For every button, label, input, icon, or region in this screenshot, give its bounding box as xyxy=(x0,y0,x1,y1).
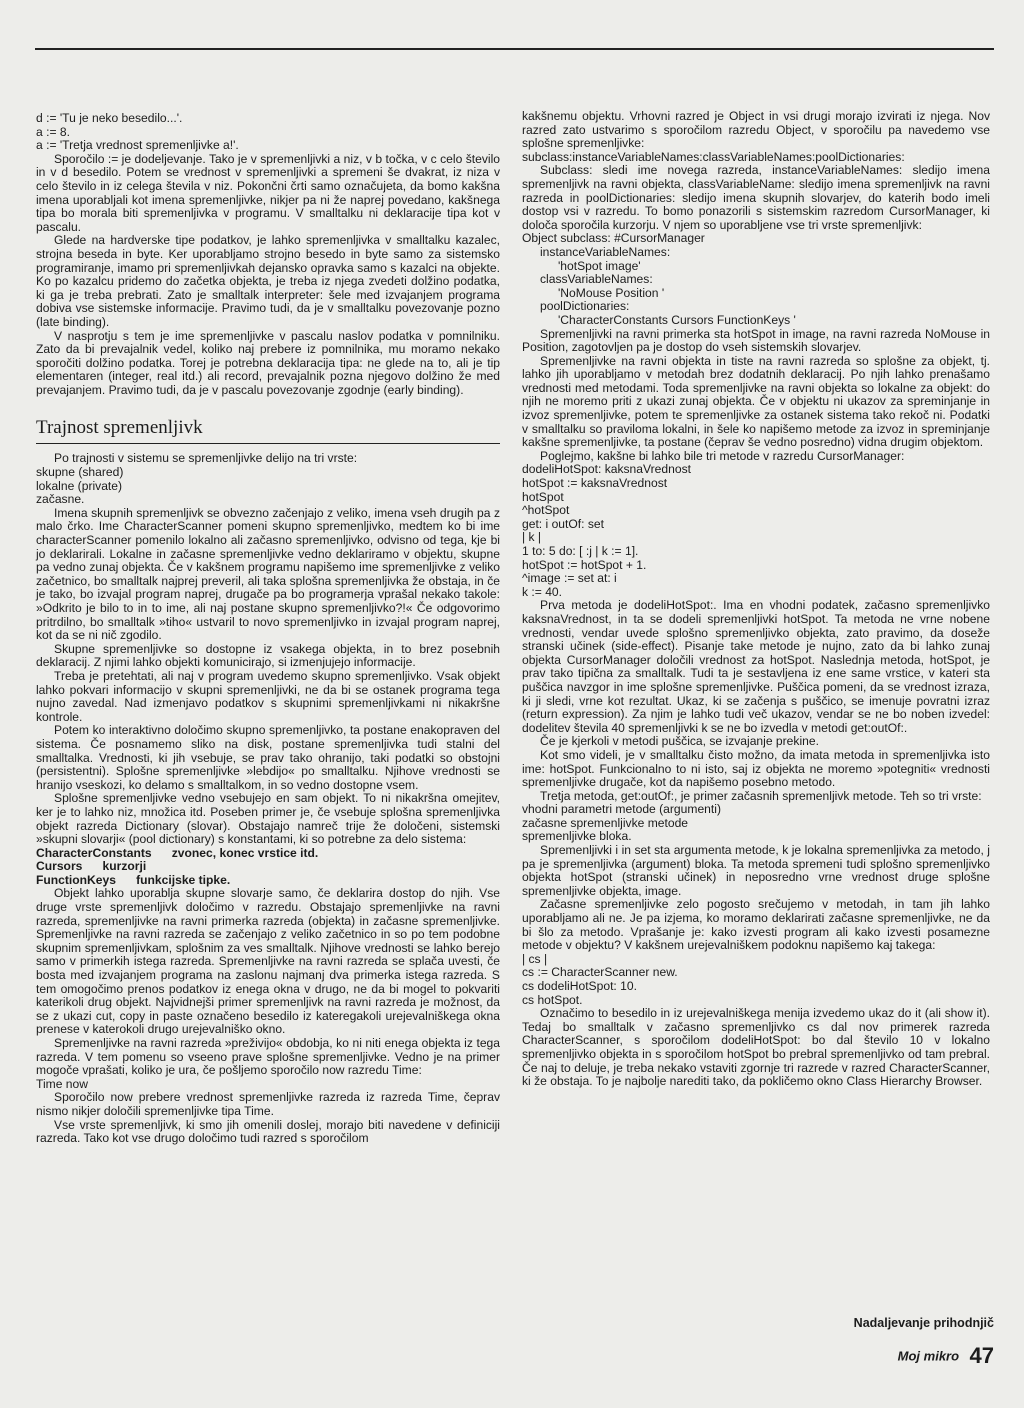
paragraph: Imena skupnih spremenljivk se obvezno začenjajo z veliko, imena vseh drugih pa z malo črko. Ime CharacterScanner pomeni skupno spremenljivko, medtem ko bi ime characterScanner pomenilo lokalno ali začasno spremenljivko, odvisno od tega, kje bi jo deklarirali. Lokalne in začasne spremenljivke vedno deklariramo v objektu, skupne pa vedno zunaj objekta. Če v kakšnem programu napišemo ime spremenljivke z veliko začetnico, bo smalltalk najprej preveril, ali taka splošna spremenljivka že obstaja, in če je tako, bo izvajal program naprej, drugače pa bo programerja vprašal nekako takole: »Odkrito je bilo to in to ime, ali naj postane skupno spremenljivko?!« Če odgovorimo pritrdilno, bo smalltalk »tiho« ustvaril to novo spremenljivko in izvajal program naprej, kot da se ni nič zgodilo. xyxy=(36,505,500,643)
paragraph: kakšnemu objektu. Vrhovni razred je Object in vsi drugi morajo izvirati iz njega. Nov razred zato ustvarimo s sporočilom razredu Object, v sporočilu pa navedemo vse splošne spremenljivke: xyxy=(522,109,990,151)
code-line: classVariableNames: xyxy=(540,272,653,287)
right-column xyxy=(522,110,990,1089)
code-line: poolDictionaries: xyxy=(540,299,630,314)
paragraph: Vse vrste spremenljivk, ki smo jih omenili doslej, morajo biti navedene v definiciji razreda. Tako kot vse drugo določimo tudi razred s sporočilom xyxy=(36,1117,500,1146)
list-item: začasne. xyxy=(36,492,85,507)
code-line: | k | xyxy=(522,530,542,545)
paragraph: Po trajnosti v sistemu se spremenljivke delijo na tri vrste: xyxy=(54,451,358,466)
paragraph: Začasne spremenljivke zelo pogosto srečujemo v metodah, in tam jih lahko uporabljamo ali ne. Je pa izjema, ko moramo deklarirati začasne spremenljivke, ne da bi šlo za metodo. Vprašanje je: kako izvesti program ali kako izvesti posamezne metode v objektu? V kakšnem urejevalniškem podoknu napišemo kaj takega: xyxy=(522,897,990,953)
page-footer xyxy=(898,1343,994,1369)
list-item: spremenljivke bloka. xyxy=(522,829,632,844)
continued-note: Nadaljevanje prihodnjič xyxy=(853,1316,994,1330)
code-line: Time now xyxy=(36,1076,88,1091)
code-line: 'NoMouse Position ' xyxy=(558,285,665,300)
code-line: d := 'Tu je neko besedilo...'. xyxy=(36,111,183,125)
paragraph: Poglejmo, kakšne bi lahko bile tri metode v razredu CursorManager: xyxy=(540,448,905,463)
code-line: hotSpot := kaksnaVrednost xyxy=(522,476,668,491)
code-line: 'hotSpot image' xyxy=(558,258,641,273)
paragraph: Spremenljivke na ravni objekta in tiste na ravni razreda so splošne za objekt, tj. lahko jih uporabljamo v metodah brez dodatnih deklaracij. Po njih lahko prenašamo vrednosti med metodami. Toda spremenljivke na ravni objekta so lokalne za objekt: do njih ne moremo priti z ukazi zunaj objekta. Če v objektu ni ukazov za spreminjanje in izvoz spremenljivke, potem te spremenljivke za ostanek sistema tako rekoč ni. Podatki v smalltalku so praviloma lokalni, in šele ko napišemo metode za izvoz in spreminjanje kakšne spremenljivke, ta postane (čeprav še vedno posredno) vidna drugim objektom. xyxy=(522,353,990,450)
code-line: hotSpot := hotSpot + 1. xyxy=(522,557,647,572)
section-heading: Trajnost spremenljivk xyxy=(36,417,500,444)
code-line: k := 40. xyxy=(522,584,563,599)
list-item: CharacterConstants zvonec, konec vrstice itd. xyxy=(36,845,319,860)
paragraph: Sporočilo := je dodeljevanje. Tako je v spremenljivki a niz, v b točka, v c celo število in v d besedilo. Potem se vrednost v spremenljivki a spremeni še dvakrat, iz niza v celo število in iz celega števila v niz. Pokončni črti samo označujeta, da bomo kakšna imena uporabljali kot imena spremenljivke, nikjer pa ni že naprej povedano, kakšnega tipa bo morala biti spremenljivka v programu. V smalltalku ni deklaracije tipa kot v pascalu. xyxy=(36,151,500,234)
paragraph: Kot smo videli, je v smalltalku čisto možno, da imata metoda in spremenljivka isto ime: hotSpot. Funkcionalno to ni isto, saj iz objekta ne moremo »potegniti« vrednosti spremenljivke drugače, kot da napišemo posebno metodo. xyxy=(522,747,990,790)
code-line: | cs | xyxy=(522,951,548,966)
paragraph: Spremenljivki i in set sta argumenta metode, k je lokalna spremenljivka za metodo, j pa je spremenljivka (argument) bloka. Ta metoda spremeni tudi splošno spremenljivko objekta hotSpot (stranski učinek) in neposredno vrne vrednost druge splošne spremenljivke objekta, image. xyxy=(522,843,990,898)
list-item: vhodni parametri metode (argumenti) xyxy=(522,802,721,817)
code-line: subclass:instanceVariableNames:classVariableNames:poolDictionaries: xyxy=(522,149,905,164)
code-line: 1 to: 5 do: [ :j | k := 1]. xyxy=(522,544,639,558)
paragraph: Potem ko interaktivno določimo skupno spremenljivko, ta postane enakopraven del sistema. Če posnamemo sliko na disk, postane spremenljivka tudi stalni del smalltalka. Vrednosti, ki jih vsebuje, se prav tako ohranijo, taki podatki so obstojni (persistentni). Splošne spremenljivke »lebdijo« po smalltalku. Njihove vrednosti se hranijo vseskozi, ko delamo s smalltalkom, in so vedno dostopne vsem. xyxy=(36,723,500,792)
code-line: a := 'Tretja vrednost spremenljivke a!'. xyxy=(36,138,239,153)
magazine-name: Moj mikro xyxy=(897,1348,960,1364)
list-item: FunctionKeys funkcijske tipke. xyxy=(36,872,231,887)
paragraph: Prva metoda je dodeliHotSpot:. Ima en vhodni podatek, začasno spremenljivko kaksnaVrednost, in ta se dodeli spremenljivki hotSpot. Ta metoda ne vrne nobene vrednosti, vendar uvede splošno spremenljivko objekta, zato pravimo, da doseže stranski učinek (side-effect). Pisanje take metode je nujno, zato da bi lahko zunaj objekta CursorManager določili vrednost za hotSpot. Naslednja metoda, hotSpot, je prav tako tipična za smalltalk. Tudi ta je sestavljena iz ene same vrstice, v kateri sta puščica navzgor in ime splošne spremenljivke. Puščica pomeni, da se vrednost izraza, ki ji sledi, vrne kot rezultat. Ukaz, ki se začenja s puščico, se imenuje povratni izraz (return expression). Za njim je lahko tudi več ukazov, vendar se ne bo noben izvedel: dodelitev števila 40 spremenljivki k se ne bo izvedla v metodi get:outOf:. xyxy=(522,598,990,735)
code-line: cs := CharacterScanner new. xyxy=(522,965,678,980)
page-number: 47 xyxy=(969,1343,994,1368)
paragraph: Objekt lahko uporablja skupne slovarje samo, če deklarira dostop do njih. Vse druge vrste spremenljivk določimo v razredu. Obstajajo spremenljivke na ravni razreda, spremenljivke na ravni primerka razreda (objekta) in začasne spremenljivke. Spremenljivke na ravni razreda se začenjajo z veliko začetnico in so po tem podobne skupnim spremenljivkam, splošnim za ves smalltalk. Njihove vrednosti se lahko berejo samo v primerkih istega razreda. Spremenljivke na ravni razreda se splača uvesti, če bosta med izvajanjem programa na zaslonu najmanj dva primerka istega razreda. S tem omogočimo prenos podatkov iz enega okna v drugo, ne da bi mogel to pokvariti katerikoli drug objekt. Najvidnejši primer spremenljivk na ravni razreda je možnost, da se z ukazi cut, copy in paste označeno besedilo iz kateregakoli urejevalniškega okna prenese v katerokoli drugo urejevalniško okno. xyxy=(36,886,500,1037)
paragraph: Označimo to besedilo in iz urejevalniškega menija izvedemo ukaz do it (ali show it). Tedaj bo smalltalk v začasno spremenljivko cs dal nov primerek razreda CharacterScanner, s sporočilom dodeliHotSpot: bo dal število 10 v lokalno spremenljivko objekta in s sporočilom hotSpot bo prebral spremenljivko od tam prebral. Če naj to deluje, je treba nekako vstaviti zgornje tri razrede v razred CharacterScanner, ki že obstaja. To je najbolje narediti tako, da pokličemo okno Class Hierarchy Browser. xyxy=(522,1006,990,1089)
code-line: instanceVariableNames: xyxy=(540,244,671,259)
code-line: ^image := set at: i xyxy=(522,571,617,586)
left-column xyxy=(36,112,500,1146)
code-line: Object subclass: #CursorManager xyxy=(522,231,705,246)
top-rule xyxy=(35,48,994,50)
paragraph: Skupne spremenljivke so dostopne iz vsakega objekta, in to brez posebnih deklaracij. Z njimi lahko objekti komunicirajo, si izmenjujejo informacije. xyxy=(36,641,500,670)
code-line: 'CharacterConstants Cursors FunctionKeys ' xyxy=(558,312,796,327)
code-line: dodeliHotSpot: kaksnaVrednost xyxy=(522,462,691,477)
code-line: hotSpot xyxy=(522,489,564,504)
paragraph: V nasprotju s tem je ime spremenljivke v pascalu naslov podatka v pomnilniku. Zato da bi prevajalnik vedel, koliko naj prebere iz pomnilnika, mu moramo nekako sporočiti dolžino podatka. Torej je potrebna deklaracija tipa: ne glede na to, ali je tip elementaren (integer, real itd.) ali record, prevajalnik pozna njegovo dolžino že med prevajanjem. Pravimo tudi, da je v pascalu povezovanje zgodnje (early binding). xyxy=(36,328,500,397)
code-line: cs dodeliHotSpot: 10. xyxy=(522,979,637,993)
list-item: lokalne (private) xyxy=(36,478,123,493)
paragraph: Spremenljivki na ravni primerka sta hotSpot in image, na ravni razreda NoMouse in Position, zagotovljen pa je dostop do vseh sistemskih slovarjev. xyxy=(522,326,990,355)
paragraph: Splošne spremenljivke vedno vsebujejo en sam objekt. To ni nikakršna omejitev, ker je to lahko niz, množica itd. Poseben primer je, če vsebuje splošna spremenljivka objekt razreda Dictionary (slovar). Obstajajo namreč trije že določeni, sistemski »skupni slovarji« (pool dictionary) s konstantami, ki so potrebne za delo sistema: xyxy=(36,791,500,847)
code-line: get: i outOf: set xyxy=(522,516,605,531)
list-item: začasne spremenljivke metode xyxy=(522,815,689,830)
code-line: ^hotSpot xyxy=(522,503,570,518)
paragraph: Sporočilo now prebere vrednost spremenljivke razreda iz razreda Time, čeprav nismo nikjer določili spremenljivke tipa Time. xyxy=(36,1090,500,1118)
list-item: Cursors kurzorji xyxy=(36,859,147,874)
paragraph: Če je kjerkoli v metodi puščica, se izvajanje prekine. xyxy=(540,734,819,749)
paragraph: Glede na hardverske tipe podatkov, je lahko spremenljivka v smalltalku kazalec, strojna beseda in byte. Ker uporabljamo strojno besedo in byte samo za sistemsko programiranje, imamo pri spremenljivkah dejansko opravka samo s kazalci na objekte. Ko po kazalcu pridemo do začetka objekta, je treba iz njega zvedeti dolžino podatka, ki ga je treba prebrati. Zato je smalltalk interpreter: šele med izvajanjem programa dobiva vse sistemske informacije. Pravimo tudi, da je v smalltalku povezovanje pozno (late binding). xyxy=(36,233,500,329)
paragraph: Tretja metoda, get:outOf:, je primer začasnih spremenljivk metode. Teh so tri vrste: xyxy=(540,788,982,803)
list-item: skupne (shared) xyxy=(36,465,124,480)
code-line: a := 8. xyxy=(36,124,70,139)
code-line: cs hotSpot. xyxy=(522,992,583,1007)
paragraph: Subclass: sledi ime novega razreda, instanceVariableNames: sledijo imena spremenljivk na ravni objekta, classVariableName: sledijo imena spremenljivk na ravni razreda in poolDictionaries: sledijo imena skupnih slovarjev, do katerih bodo imeli dostop vsi v razredu. To bomo ponazorili s sistemskim razredom CursorManager, ki določa sporočila kurzorju. V njem so uporabljene vse tri vrste spremenljivk: xyxy=(522,163,990,232)
paragraph: Spremenljivke na ravni razreda »preživijo« obdobja, ko ni niti enega objekta iz tega razreda. V tem pomenu so vseeno prave splošne spremenljivke. Vedno je na primer mogoče vprašati, koliko je ura, če pošljemo sporočilo now razredu Time: xyxy=(36,1036,500,1078)
paragraph: Treba je pretehtati, ali naj v program uvedemo skupno spremenljivko. Vsak objekt lahko pokvari informacijo v skupni spremenljivki, ne da bi se ostanek programa tega nujno zavedal. Nad izmenjavo podatkov s skupnimi spremenljivkami ni nikakršne kontrole. xyxy=(36,668,500,724)
